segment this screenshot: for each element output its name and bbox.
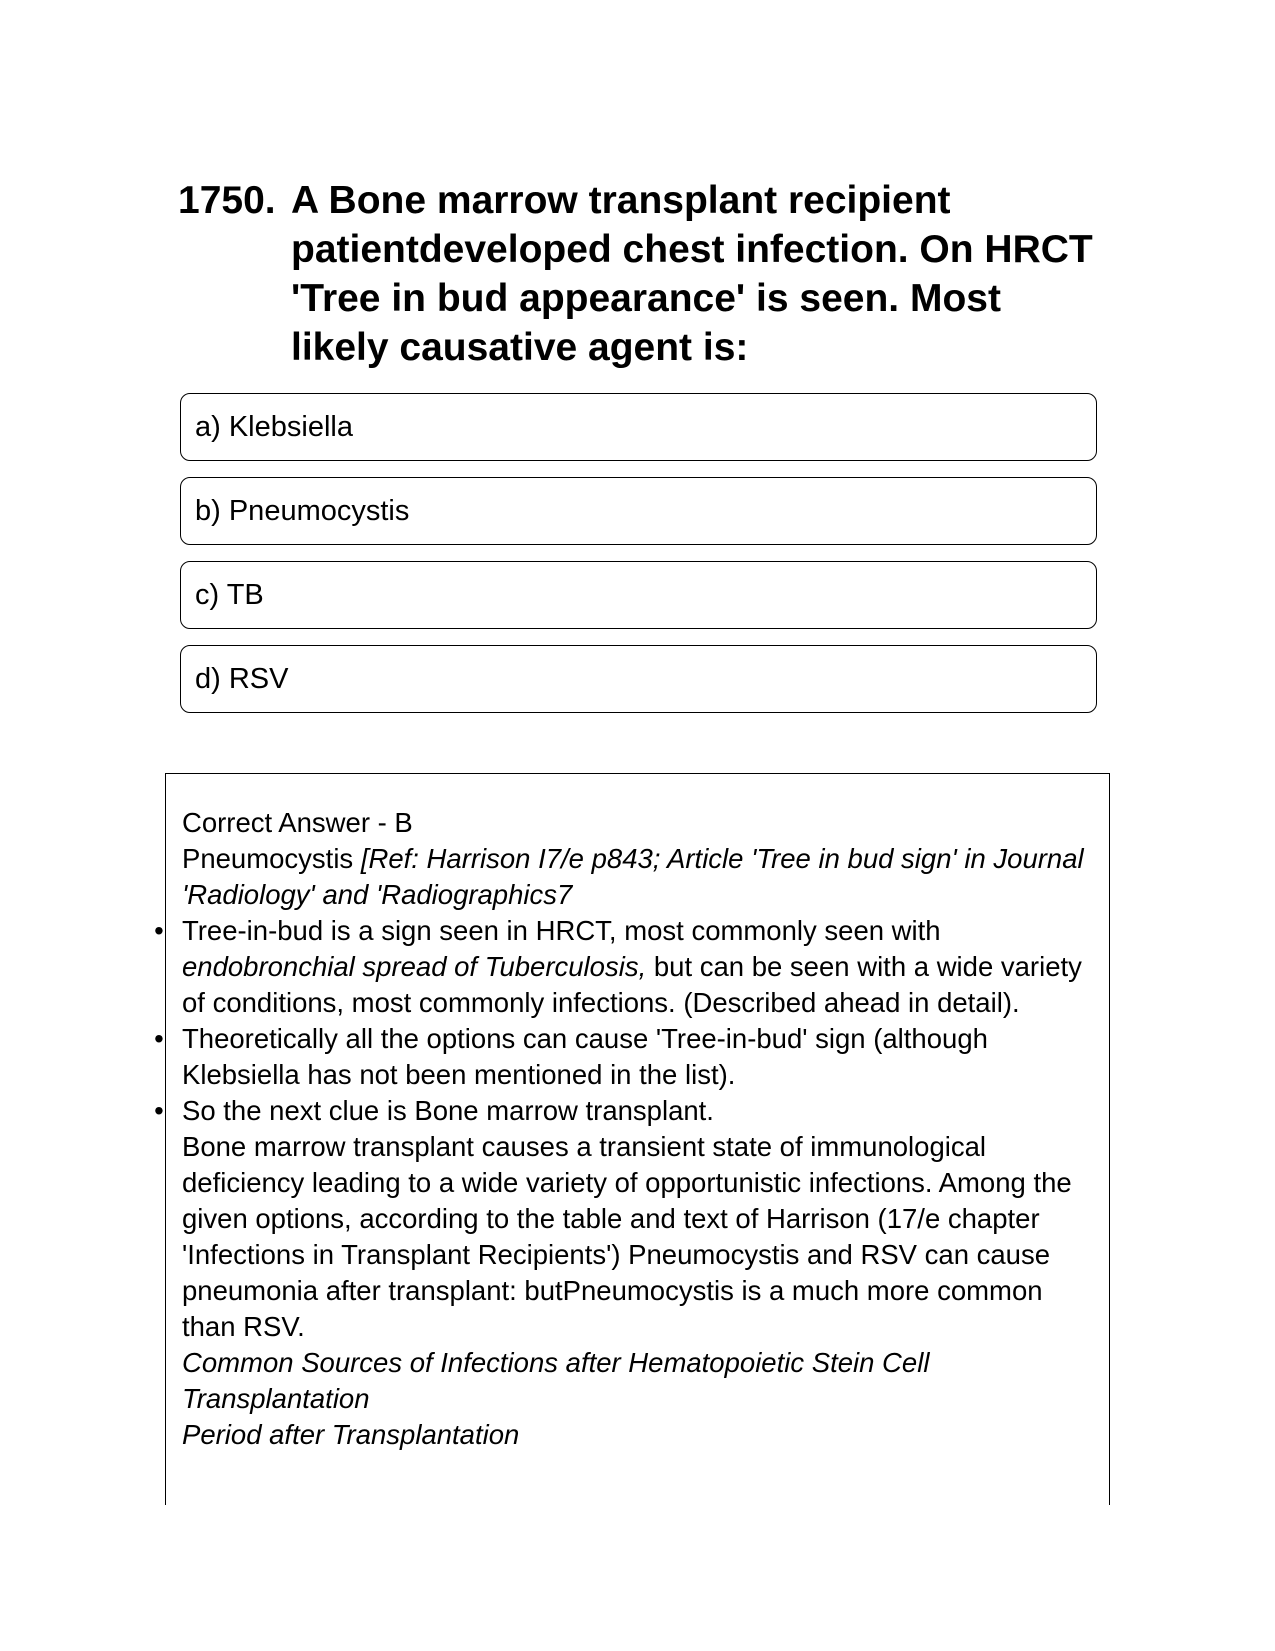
- bullet-item: [154, 1021, 1097, 1093]
- answer-reference: [Ref: Harrison I7/e p843; Article 'Tree in bud sign' in Journal 'Radiology' and 'Radiographics7: [182, 843, 1084, 910]
- correct-answer: Correct Answer - B: [182, 807, 413, 838]
- table-heading: Period after Transplantation: [182, 1419, 520, 1450]
- bullet-icon: •: [154, 1095, 164, 1126]
- bullet-emphasis: endobronchial spread of Tuberculosis,: [182, 951, 647, 982]
- table-caption: Common Sources of Infections after Hematopoietic Stein Cell Transplantation: [182, 1347, 930, 1414]
- option-d[interactable]: d) RSV: [180, 645, 1097, 713]
- option-b[interactable]: b) Pneumocystis: [180, 477, 1097, 545]
- explanation-box: [154, 773, 1110, 1505]
- bullet-item: [154, 913, 1097, 1021]
- question-number: 1750.: [178, 179, 276, 222]
- bullet-text: So the next clue is Bone marrow transplant.: [182, 1095, 714, 1126]
- bullet-icon: •: [154, 1023, 164, 1054]
- bullet-item: [154, 1093, 1097, 1129]
- bullet-text: Tree-in-bud is a sign seen in HRCT, most commonly seen with: [182, 915, 941, 946]
- answer-lead: Pneumocystis: [182, 843, 361, 874]
- explanation-content: [154, 805, 1097, 1453]
- option-c[interactable]: c) TB: [180, 561, 1097, 629]
- bullet-text-tail: but can be seen with a wide variety of conditions, most commonly infections. (Described ahead in detail).: [182, 951, 1082, 1018]
- explanation-paragraph: Bone marrow transplant causes a transient state of immunological deficiency leading to a wide variety of opportunistic infections. Among the given options, according to the table and text of Harrison (17/e chapter 'Infections in Transplant Recipients') Pneumocystis and RSV can cause pneumonia after transplant: butPneumocystis is a much more common than RSV.: [182, 1131, 1072, 1342]
- question-text: A Bone marrow transplant recipient patientdeveloped chest infection. On HRCT 'Tree in bud appearance' is seen. Most likely causative agent is:: [291, 179, 1093, 369]
- option-a[interactable]: a) Klebsiella: [180, 393, 1097, 461]
- question-heading: [178, 176, 1108, 372]
- bullet-icon: •: [154, 915, 164, 946]
- bullet-text: Theoretically all the options can cause 'Tree-in-bud' sign (although Klebsiella has not been mentioned in the list).: [182, 1023, 988, 1090]
- answer-options: [180, 393, 1097, 729]
- answer-lead-paragraph: [182, 841, 1097, 913]
- explanation-bullets: [154, 913, 1097, 1129]
